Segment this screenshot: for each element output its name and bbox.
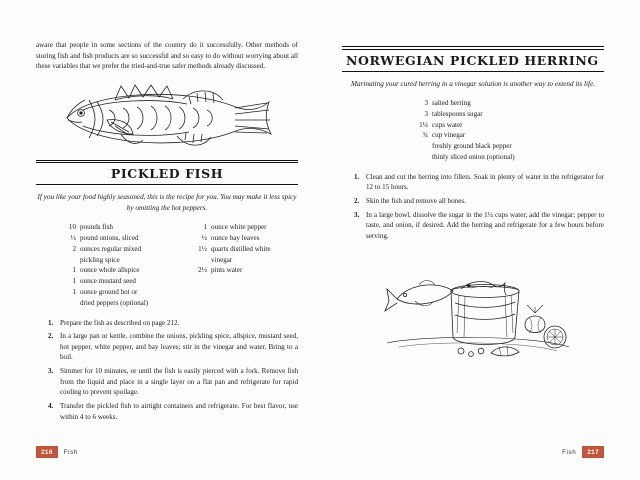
ingredient-amount: 1½ bbox=[198, 244, 207, 253]
title-rule-bottom bbox=[36, 184, 298, 185]
herring-title-block bbox=[342, 46, 604, 72]
page-number-left: 216 bbox=[36, 446, 58, 458]
ingredient-item: quarts distilled white bbox=[211, 244, 271, 253]
instruction-list bbox=[342, 172, 604, 242]
ingredient-amount: 1 bbox=[72, 277, 76, 286]
ingredient-row bbox=[181, 222, 298, 233]
ingredient-row bbox=[181, 265, 298, 276]
instruction-step: In a large bowl, dissolve the sugar in the 1¼ cups water, add the vinegar; pepper to taste, and onion, if desired. Add the herring and refrigerate for a few hours before serving. bbox=[366, 210, 604, 240]
ingredient-item: pints water bbox=[211, 266, 243, 275]
ingredient-row bbox=[50, 276, 167, 287]
herring-crock-and-vegetables-line-drawing bbox=[342, 255, 604, 365]
recipe-headnote: Marinating your cured herring in a vinegar solution is another way to extend its life. bbox=[351, 79, 595, 88]
recipe-title: NORWEGIAN PICKLED HERRING bbox=[346, 52, 599, 68]
instruction-step: Clean and cut the herring into fillets. Soak in plenty of water in the refrigerator for 12 to 15 hours. bbox=[366, 172, 604, 192]
ingredient-continuation: dried peppers (optional) bbox=[80, 298, 149, 307]
ingredient-row bbox=[181, 233, 298, 244]
ingredient-amount: ¾ bbox=[422, 131, 428, 140]
ingredient-item: ounce mustard seed bbox=[80, 277, 136, 286]
instruction-list bbox=[36, 318, 298, 423]
ingredient-item: ounce ground hot or bbox=[80, 287, 138, 296]
recipe-headnote: If you like your food highly seasoned, this is the recipe for you. You may make it less spicy by omitting the hot peppers. bbox=[37, 193, 297, 212]
ingredient-row bbox=[50, 233, 167, 244]
ingredient-row bbox=[50, 287, 167, 298]
ingredient-row bbox=[50, 265, 167, 276]
ingredient-amount: 3 bbox=[424, 98, 428, 107]
ingredient-row bbox=[402, 130, 640, 141]
ingredient-list bbox=[342, 98, 604, 163]
instruction-step: Prepare the fish as described on page 212. bbox=[60, 318, 180, 327]
ingredient-item: tablespoons sugar bbox=[432, 109, 483, 118]
ingredient-amount bbox=[402, 152, 432, 163]
ingredient-item: freshly ground black pepper bbox=[432, 142, 512, 151]
intro-paragraph: aware that people in some sections of the country do it successfully. Other methods of storing fish and fish products are so successful and so easy to do without worrying about all these variables that we prefer the tried-and-true safer methods already discussed. bbox=[36, 41, 298, 71]
pickled-fish-title-block bbox=[36, 160, 298, 186]
instruction-step: In a large pan or kettle, combine the onions, pickling spice, allspice, mustard seed, hot pepper, white pepper, and bay leaves; stir in the vinegar and water. Bring to a boil. bbox=[60, 332, 298, 362]
title-rule-top bbox=[36, 160, 298, 161]
ingredient-row bbox=[402, 152, 640, 163]
ingredient-amount: 1 bbox=[72, 266, 76, 275]
page-number-right: 217 bbox=[582, 446, 604, 458]
ingredient-amount: 1¼ bbox=[419, 120, 428, 129]
ingredient-row bbox=[402, 109, 640, 120]
ingredient-column-1 bbox=[50, 222, 167, 308]
instruction-step: Skin the fish and remove all bones. bbox=[366, 196, 466, 205]
ingredient-item: ounce whole allspice bbox=[80, 266, 140, 275]
footer-left bbox=[36, 446, 78, 458]
ingredient-amount: 1 bbox=[203, 223, 207, 232]
ingredient-continuation: vinegar bbox=[211, 255, 233, 264]
ingredient-row bbox=[402, 141, 640, 152]
ingredient-item: pounds fish bbox=[80, 223, 113, 232]
ingredient-amount bbox=[402, 141, 432, 152]
ingredient-amount: 1 bbox=[72, 287, 76, 296]
ingredient-list bbox=[36, 222, 298, 308]
ingredient-amount: 2½ bbox=[198, 266, 207, 275]
title-rule-bottom bbox=[342, 71, 604, 72]
ingredient-continuation: pickling spice bbox=[80, 255, 120, 264]
recipe-title: PICKLED FISH bbox=[110, 166, 224, 182]
chapter-label-left: Fish bbox=[63, 448, 78, 456]
title-rule-top bbox=[342, 46, 604, 47]
page-right bbox=[320, 0, 640, 480]
ingredient-item: cup vinegar bbox=[432, 131, 466, 140]
chapter-label-right: Fish bbox=[562, 448, 577, 456]
ingredient-column-2 bbox=[181, 222, 298, 308]
ingredient-row bbox=[50, 244, 167, 255]
ingredient-item: ounce bay leaves bbox=[211, 234, 260, 243]
perch-fish-line-drawing bbox=[36, 80, 298, 154]
ingredient-row bbox=[50, 222, 167, 233]
ingredient-item: thinly sliced onion (optional) bbox=[432, 152, 515, 161]
ingredient-row bbox=[181, 244, 298, 255]
ingredient-item: ounces regular mixed bbox=[80, 244, 142, 253]
footer-right bbox=[562, 446, 604, 458]
ingredient-amount: ½ bbox=[201, 234, 207, 243]
instruction-step: Simmer for 10 minutes, or until the fish is easily pierced with a fork. Remove fish from the liquid and place in a single layer on a flat pan and refrigerate for rapid cooling to prevent spoilage. bbox=[60, 367, 298, 397]
ingredient-amount: ½ bbox=[70, 234, 76, 243]
ingredient-item: pound onions, sliced bbox=[80, 234, 139, 243]
ingredient-row bbox=[402, 98, 640, 109]
ingredient-amount: 3 bbox=[424, 109, 428, 118]
ingredient-amount: 2 bbox=[72, 244, 76, 253]
ingredient-item: ounce white pepper bbox=[211, 223, 267, 232]
ingredient-row bbox=[402, 120, 640, 131]
ingredient-item: salted herring bbox=[432, 98, 471, 107]
ingredient-column-1 bbox=[356, 98, 640, 163]
instruction-step: Transfer the pickled fish to airtight containers and refrigerate. For best flavor, use within 4 to 6 weeks. bbox=[60, 402, 298, 421]
ingredient-amount: 10 bbox=[68, 223, 76, 232]
ingredient-item: cups water bbox=[432, 120, 463, 129]
